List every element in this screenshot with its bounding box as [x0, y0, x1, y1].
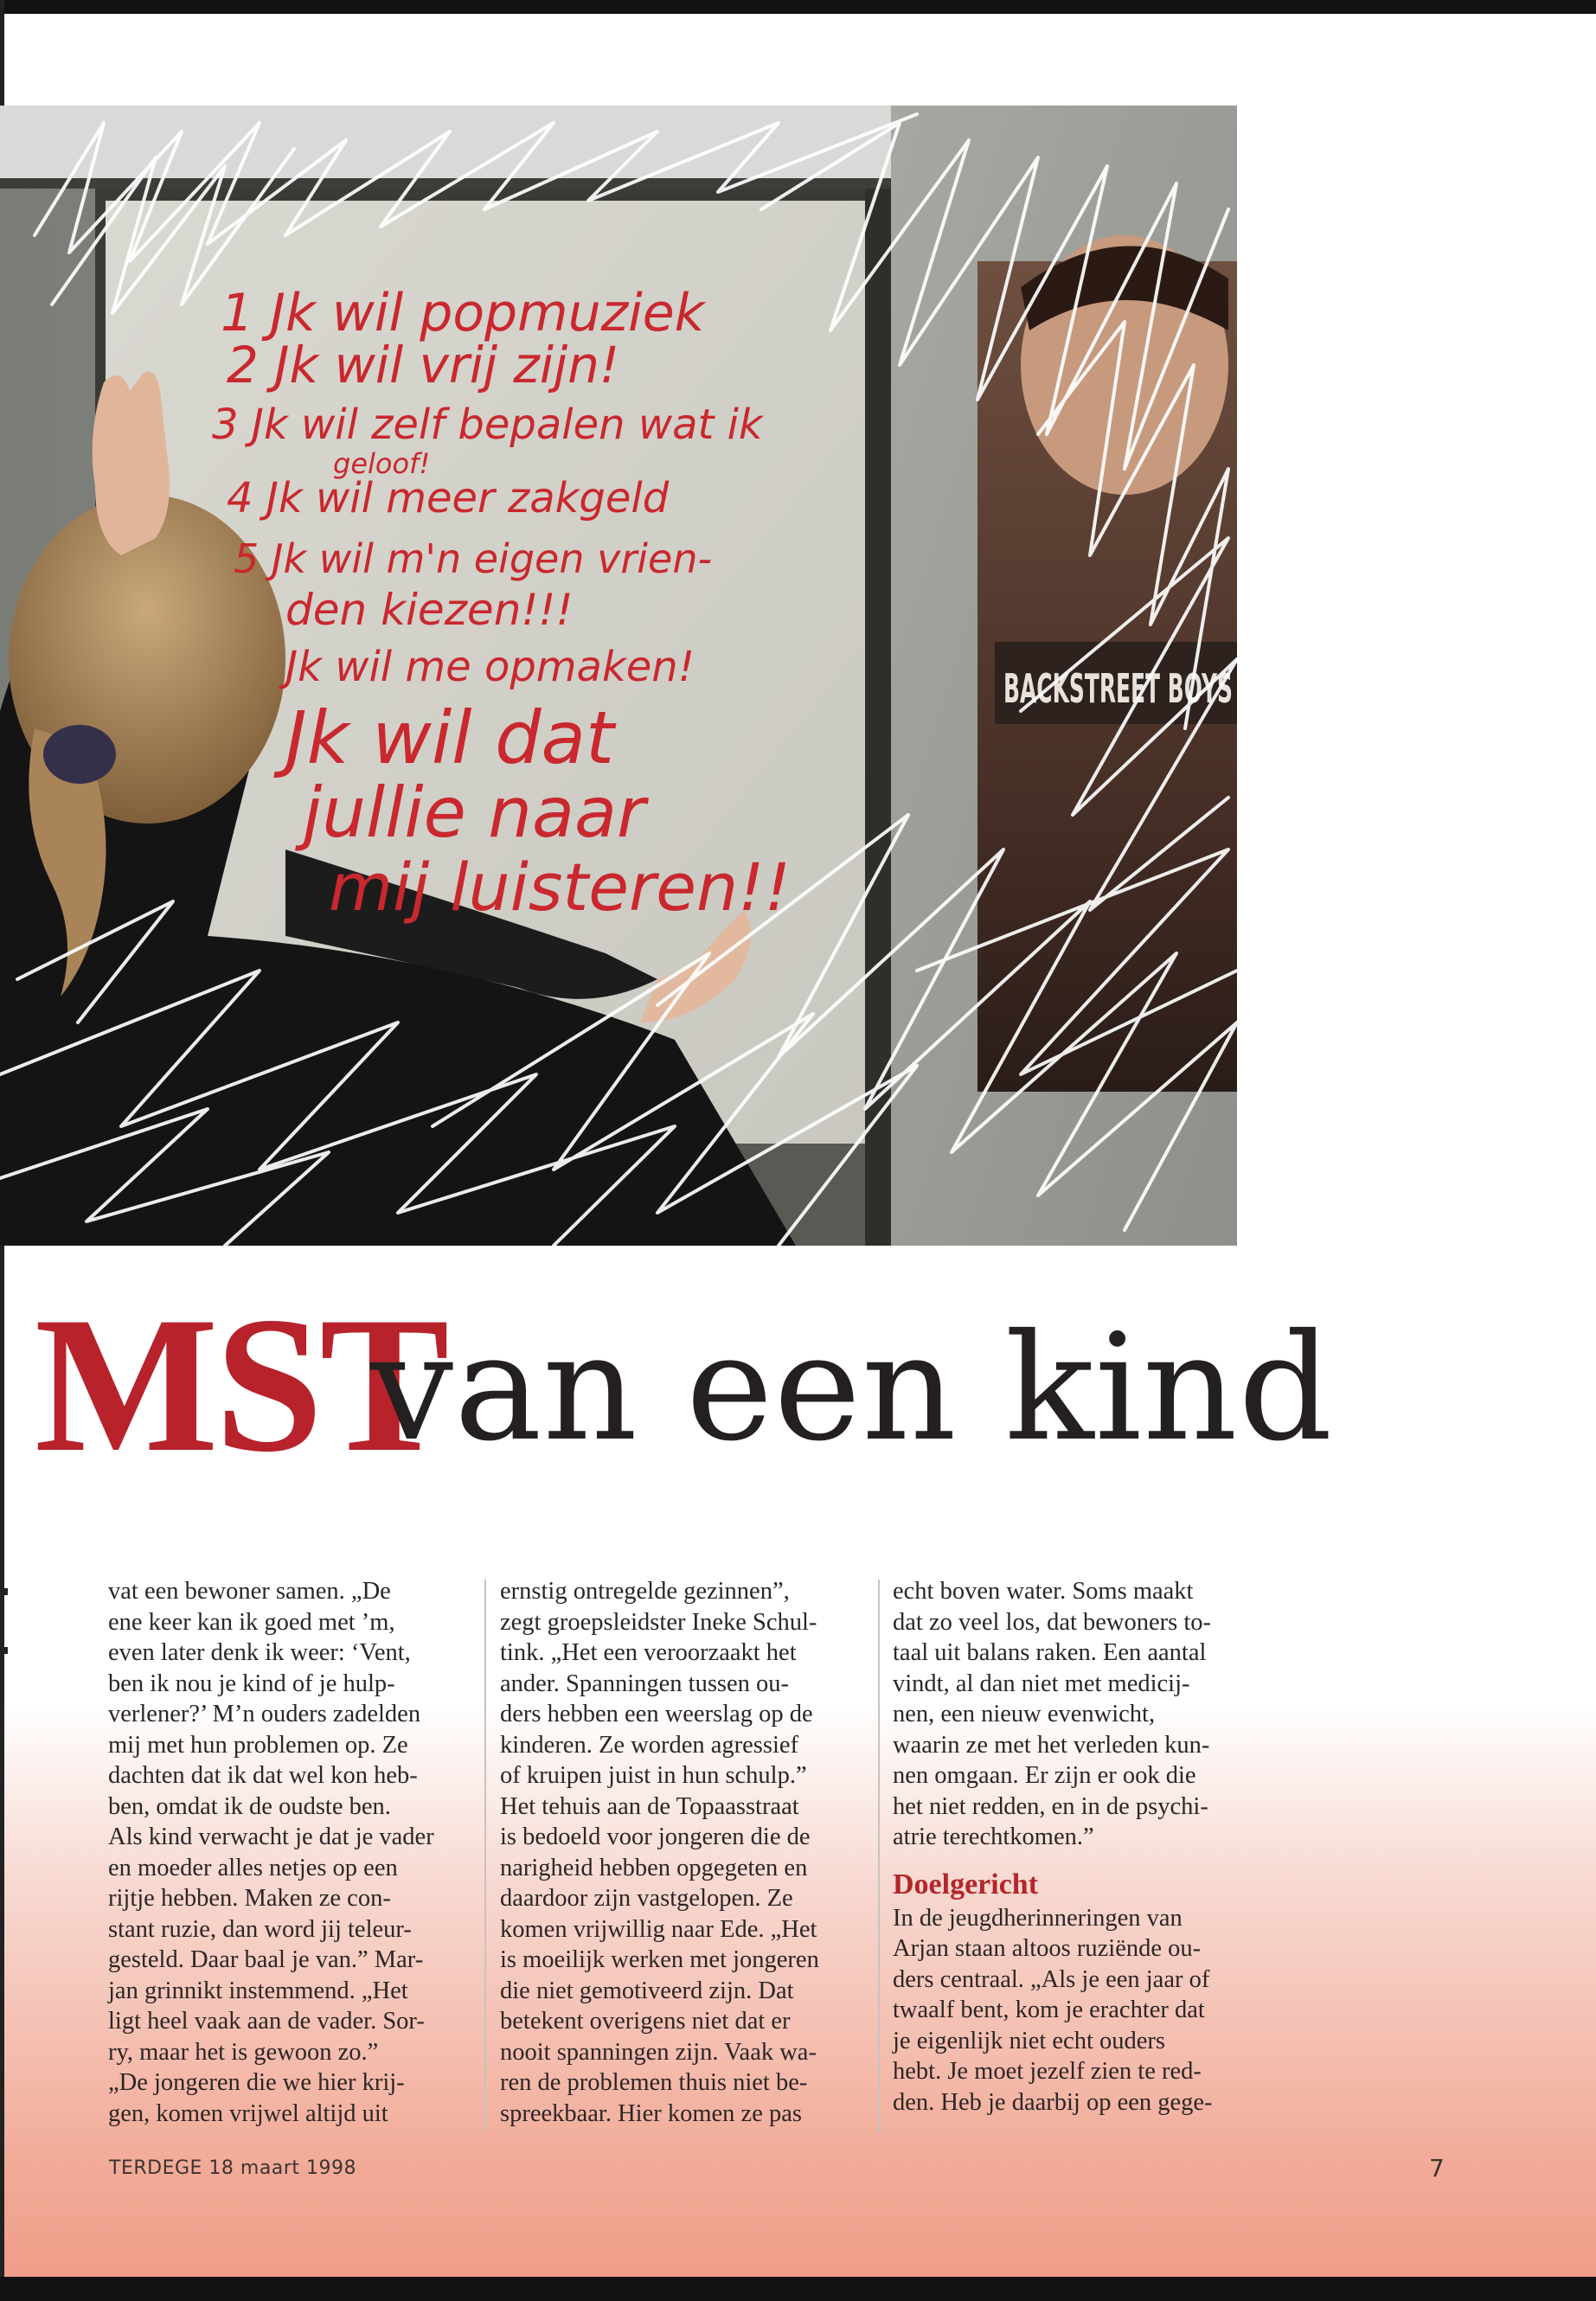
handwritten-line: 4 Jk wil meer zakgeld	[227, 474, 670, 522]
handwritten-line: 3 Jk wil zelf bepalen wat ik	[212, 401, 763, 449]
handwritten-line: 5 Jk wil m'n eigen vrien-	[234, 535, 713, 582]
article-photo	[0, 106, 1237, 1246]
page-number: 7	[1429, 2154, 1445, 2182]
headline	[0, 1276, 1596, 1492]
handwritten-line: Jk wil me opmaken!	[285, 643, 695, 691]
margin-mark	[3, 1588, 8, 1595]
handwritten-line: den kiezen!!!	[285, 585, 574, 635]
handwritten-line: Jk wil dat	[285, 695, 614, 780]
article-column-2	[500, 1576, 859, 2129]
column-divider	[484, 1580, 486, 2133]
publication-footer: TERDEGE 18 maart 1998	[109, 2157, 356, 2179]
column-divider	[878, 1580, 880, 2133]
poster-text: BACKSTREET BOYS	[1003, 665, 1233, 712]
handwritten-line: jullie naar	[303, 772, 645, 853]
column-text: echt boven water. Soms maakt dat zo veel los, dat bewoners to- taal uit balans raken. Een aantal vindt, al dan niet met medicij- nen, een nieuw evenwicht, waarin ze met het verleden kun- nen omgaan. Er zijn er ook die het niet redden, en in de psychi- atrie terechtkomen.”	[893, 1578, 1212, 1850]
handwritten-line: 1 Jk wil popmuziek	[221, 283, 705, 343]
handwritten-line: mij luisteren!!	[329, 849, 792, 926]
handwritten-line: 2 Jk wil vrij zijn!	[227, 336, 620, 394]
margin-mark	[3, 1647, 8, 1654]
column-text: vat een bewoner samen. „De ene keer kan ik goed met ’m, even later denk ik weer: ‘Vent, ben ik nou je kind of je hulp- verlener?’ M’n ouders zadelden mij met hun problemen op. Ze dachten dat ik dat wel kon heb- ben, omdat ik de oudste ben. Als kind verwacht je dat je vader en moeder alles netjes op een rijtje hebben. Maken ze con- stant ruzie, dan word jij teleur- gesteld. Daar baal je van.” Mar- jan grinnikt instemmend. „Het ligt heel vaak aan de vader. Sor- ry, maar het is gewoon zo.” „De jongeren die we hier krij- gen, komen vrijwel altijd uit	[108, 1578, 434, 2127]
headline-black-part: van een kind	[370, 1303, 1334, 1474]
bottom-border	[0, 2277, 1596, 2301]
column-text: In de jeugdherinneringen van Arjan staan altoos ruziënde ou- ders centraal. „Als je een jaar of twaalf bent, kom je erachter dat je eigenlijk niet echt ouders hebt. Je moet jezelf zien te red- den. Heb je daarbij op een gege-	[893, 1904, 1213, 2116]
top-border	[0, 0, 1596, 14]
section-heading: Doelgericht	[893, 1868, 1039, 1900]
column-text: ernstig ontregelde gezinnen”, zegt groepsleidster Ineke Schul- tink. „Het een veroorzaakt het ander. Spanningen tussen ou- ders hebben een weerslag op de kinderen. Ze worden agressief of kruipen juist in hun schulp.” Het tehuis aan de Topaasstraat is bedoeld voor jongeren die de narigheid hebben opgegeten en daardoor zijn vastgelopen. Ze komen vrijwillig naar Ede. „Het is moeilijk werken met jongeren die niet gemotiveerd zijn. Dat betekent overigens niet dat er nooit spanningen zijn. Vaak wa- ren de problemen thuis niet be- spreekbaar. Hier komen ze pas	[500, 1578, 819, 2127]
article-column-1	[108, 1576, 467, 2129]
headline-red-part: MST	[35, 1276, 446, 1492]
handwritten-line: geloof!	[333, 447, 431, 480]
article-column-3	[893, 1576, 1252, 2118]
